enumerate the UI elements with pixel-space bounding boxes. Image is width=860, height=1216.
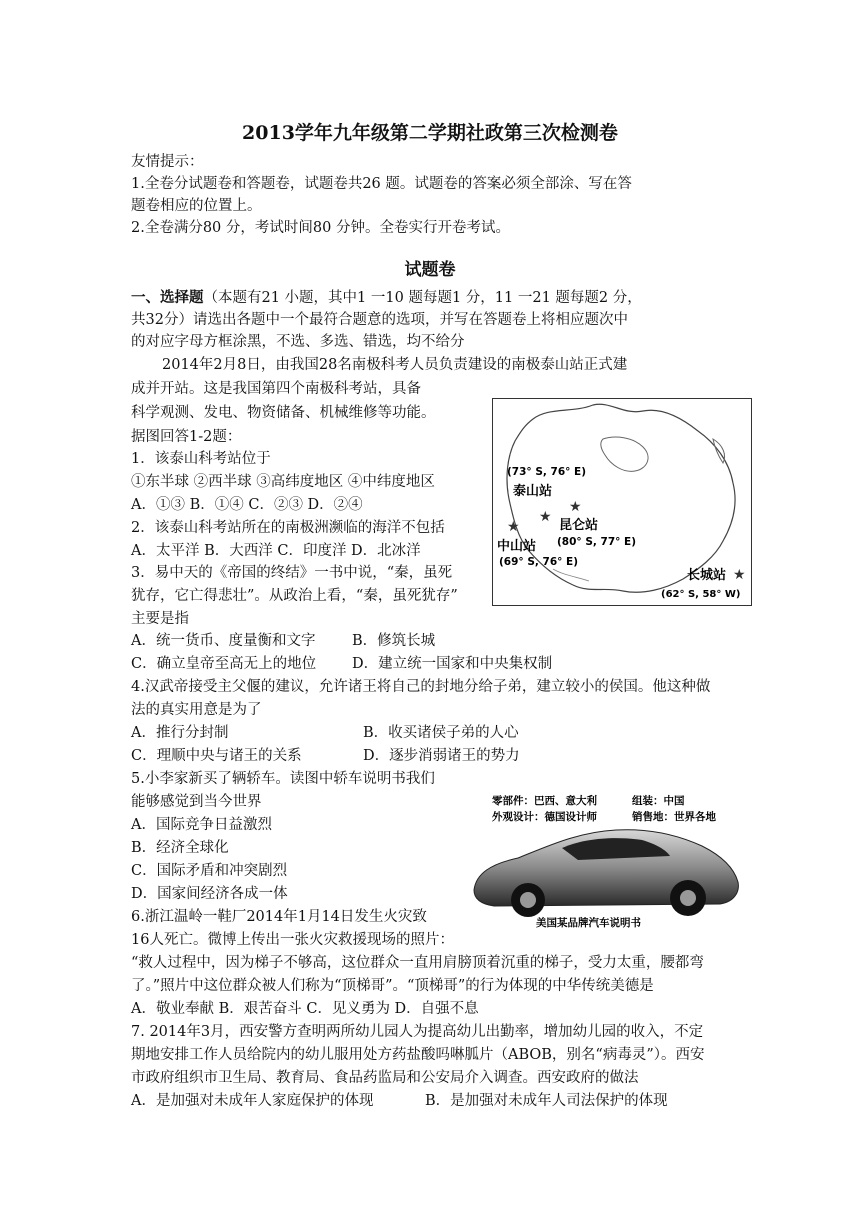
q3-option-c: C．确立皇帝至高无上的地位 <box>131 656 317 672</box>
q3-stem-3: 主要是指 <box>131 611 189 627</box>
q4-option-d: D．逐步消弱诸王的势力 <box>363 748 520 764</box>
notice-line-2: 2.全卷满分80 分，考试时间80 分钟。全卷实行开卷考试。 <box>131 220 510 236</box>
q6-stem-2: 16人死亡。微博上传出一张火灾救援现场的照片： <box>131 932 454 948</box>
q5-stem-2: 能够感觉到当今世界 <box>131 794 262 810</box>
notice-line-1: 1.全卷分试题卷和答题卷，试题卷共26 题。试题卷的答案必须全部涂、写在答 <box>131 176 632 192</box>
section1-line-2: 共32分）请选出各题中一个最符合题意的选项，并写在答题卷上将相应题次中 <box>131 312 628 328</box>
zhongshan-coord: (69° S, 76° E) <box>499 556 579 568</box>
q1-answers: A．①③ B．①④ C．②③ D．②④ <box>131 497 363 513</box>
notice-label: 友情提示： <box>131 154 204 170</box>
q5-option-c: C．国际矛盾和冲突剧烈 <box>131 863 288 879</box>
q4-option-c: C．理顺中央与诸王的关系 <box>131 748 302 764</box>
q5-option-a: A．国际竞争日益激烈 <box>131 817 272 833</box>
q6-answers: A．敬业奉献 B．艰苦奋斗 C．见义勇为 D．自强不息 <box>131 1001 479 1017</box>
section-title: 试题卷 <box>404 260 456 280</box>
q4-option-a: A．推行分封制 <box>131 725 229 741</box>
car-design-text: 外观设计：德国设计师 <box>492 811 597 823</box>
q3-stem-1: 3．易中天的《帝国的终结》一书中说，“秦，虽死 <box>131 565 453 581</box>
antarctica-map <box>492 398 752 606</box>
q1-stem: 1．该泰山科考站位于 <box>131 451 271 467</box>
car-sales-text: 销售地：世界各地 <box>632 811 716 823</box>
notice-line-1b: 题卷相应的位置上。 <box>131 198 262 214</box>
car-assembly-text: 组装：中国 <box>632 795 685 807</box>
ross-sea-outline <box>601 437 648 471</box>
q4-stem-1: 4.汉武帝接受主父偃的建议，允许诸王将自己的封地分给子弟，建立较小的侯国。他这种做 <box>131 679 711 695</box>
coast-detail <box>553 569 589 581</box>
changcheng-star-icon: ★ <box>733 567 746 583</box>
taishan-coord: (73° S, 76° E) <box>507 466 587 478</box>
intro-line-3: 科学观测、发电、物资储备、机械维修等功能。 <box>131 405 436 421</box>
q4-stem-2: 法的真实用意是为了 <box>131 702 262 718</box>
changcheng-label: 长城站 <box>687 568 727 583</box>
q5-stem-1: 5.小李家新买了辆轿车。读图中轿车说明书我们 <box>131 771 435 787</box>
changcheng-coord: (62° S, 58° W) <box>661 589 741 600</box>
zhongshan-star-icon: ★ <box>507 519 520 535</box>
section1-text-1: （本题有21 小题，其中1 一10 题每题1 分，11 一21 题每题2 分， <box>203 290 642 306</box>
page-title: 2013学年九年级第二学期社政第三次检测卷 <box>242 122 618 144</box>
car-parts-text: 零部件：巴西、意大利 <box>492 795 597 807</box>
car-caption: 美国某品牌汽车说明书 <box>536 917 641 929</box>
car-brochure-image <box>466 786 746 930</box>
q7-option-a: A．是加强对未成年人家庭保护的体现 <box>131 1093 374 1109</box>
kunlun-star-icon: ★ <box>569 499 582 515</box>
q3-stem-2: 犹存，它亡得悲壮”。从政治上看，“秦，虽死犹存” <box>131 588 458 604</box>
q1-options: ①东半球 ②西半球 ③高纬度地区 ④中纬度地区 <box>131 474 435 490</box>
section1-heading: 一、选择题 <box>131 289 204 306</box>
q7-stem-2: 期地安排工作人员给院内的幼儿服用处方药盐酸吗啉胍片（ABOB，别名“病毒灵”）。西安 <box>131 1047 705 1063</box>
q6-stem-4: 了。”照片中这位群众被人们称为“顶梯哥”。“顶梯哥”的行为体现的中华传统美德是 <box>131 978 654 994</box>
q7-option-b: B．是加强对未成年人司法保护的体现 <box>425 1093 668 1109</box>
q5-option-b: B．经济全球化 <box>131 840 229 856</box>
q3-option-d: D．建立统一国家和中央集权制 <box>352 656 553 672</box>
intro-line-4: 据图回答1-2题： <box>131 429 242 445</box>
q6-stem-1: 6.浙江温岭一鞋厂2014年1月14日发生火灾致 <box>131 909 427 925</box>
section1-line-3: 的对应字母方框涂黑，不选、多选、错选，均不给分 <box>131 334 465 350</box>
intro-line-1: 2014年2月8日，由我国28名南极科考人员负责建设的南极泰山站正式建 <box>162 357 628 373</box>
q7-stem-1: 7. 2014年3月，西安警方查明两所幼儿园人为提高幼儿出勤率，增加幼儿园的收入，不定 <box>131 1024 704 1040</box>
q2-stem: 2．该泰山科考站所在的南极洲濒临的海洋不包括 <box>131 520 445 536</box>
antarctica-map-graphic <box>493 399 751 605</box>
zhongshan-label: 中山站 <box>497 539 537 554</box>
taishan-star-icon: ★ <box>539 509 552 525</box>
q6-stem-3: “救人过程中，因为梯子不够高，这位群众一直用肩膀顶着沉重的梯子，受力太重，腰都弯 <box>131 955 704 971</box>
kunlun-label: 昆仑站 <box>559 518 599 533</box>
q2-answers: A．太平洋 B．大西洋 C．印度洋 D．北冰洋 <box>131 543 421 559</box>
kunlun-coord: (80° S, 77° E) <box>557 536 637 548</box>
q5-option-d: D．国家间经济各成一体 <box>131 886 288 902</box>
q3-option-a: A．统一货币、度量衡和文字 <box>131 633 316 649</box>
q4-option-b: B．收买诸侯子弟的人心 <box>363 725 519 741</box>
car-graphic <box>466 786 746 930</box>
q3-option-b: B．修筑长城 <box>352 633 436 649</box>
intro-line-2: 成并开站。这是我国第四个南极科考站，具备 <box>131 381 421 397</box>
taishan-label: 泰山站 <box>513 484 553 499</box>
q7-stem-3: 市政府组织市卫生局、教育局、食品药监局和公安局介入调查。西安政府的做法 <box>131 1070 639 1086</box>
section1-line-1 <box>131 289 642 307</box>
